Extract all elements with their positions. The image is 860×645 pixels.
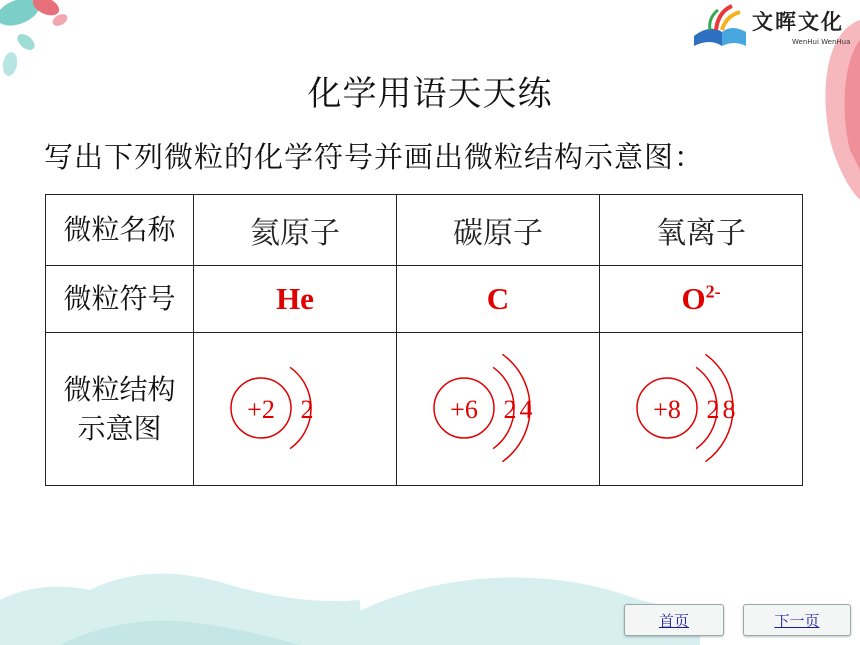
symbol-text: He bbox=[276, 281, 314, 316]
particle-symbol bbox=[397, 266, 600, 333]
nucleus-charge: +2 bbox=[247, 395, 275, 424]
logo-book-icon bbox=[688, 2, 748, 50]
nucleus-charge: +6 bbox=[450, 395, 478, 424]
row-header-name: 微粒名称 bbox=[46, 195, 194, 266]
particle-name: 碳原子 bbox=[397, 195, 600, 266]
row-header-structure: 微粒结构 示意图 bbox=[46, 333, 194, 486]
page-title: 化学用语天天练 bbox=[307, 74, 553, 114]
next-page-button[interactable]: 下一页 bbox=[743, 604, 851, 636]
particle-name: 氧离子 bbox=[600, 195, 803, 266]
instruction-text: 写出下列微粒的化学符号并画出微粒结构示意图： bbox=[44, 140, 705, 174]
symbol-text: C bbox=[486, 281, 510, 316]
logo-text: 文晖文化 bbox=[752, 9, 844, 34]
shell-electron-count: 2 bbox=[706, 395, 720, 424]
logo-subtitle: WenHui WenHua bbox=[792, 38, 851, 46]
shell-electron-count: 8 bbox=[722, 395, 736, 424]
particle-symbol bbox=[194, 266, 397, 333]
shell-electron-count: 2 bbox=[300, 395, 314, 424]
structure-cell bbox=[194, 333, 397, 486]
ion-charge: 2- bbox=[705, 281, 721, 302]
shell-electron-count: 4 bbox=[519, 395, 533, 424]
table-row bbox=[46, 266, 803, 333]
structure-diagram bbox=[601, 342, 801, 472]
shell-electron-count: 2 bbox=[503, 395, 517, 424]
structure-cell bbox=[600, 333, 803, 486]
particle-table bbox=[45, 194, 803, 486]
home-button[interactable]: 首页 bbox=[624, 604, 724, 636]
bottom-hill-decoration bbox=[0, 560, 860, 645]
table-row bbox=[46, 333, 803, 486]
table-row bbox=[46, 195, 803, 266]
particle-name: 氦原子 bbox=[194, 195, 397, 266]
row-header-symbol: 微粒符号 bbox=[46, 266, 194, 333]
particle-symbol bbox=[600, 266, 803, 333]
nucleus-charge: +8 bbox=[653, 395, 681, 424]
structure-cell bbox=[397, 333, 600, 486]
structure-diagram bbox=[195, 342, 395, 472]
structure-diagram bbox=[398, 342, 598, 472]
symbol-text: O bbox=[681, 281, 706, 316]
